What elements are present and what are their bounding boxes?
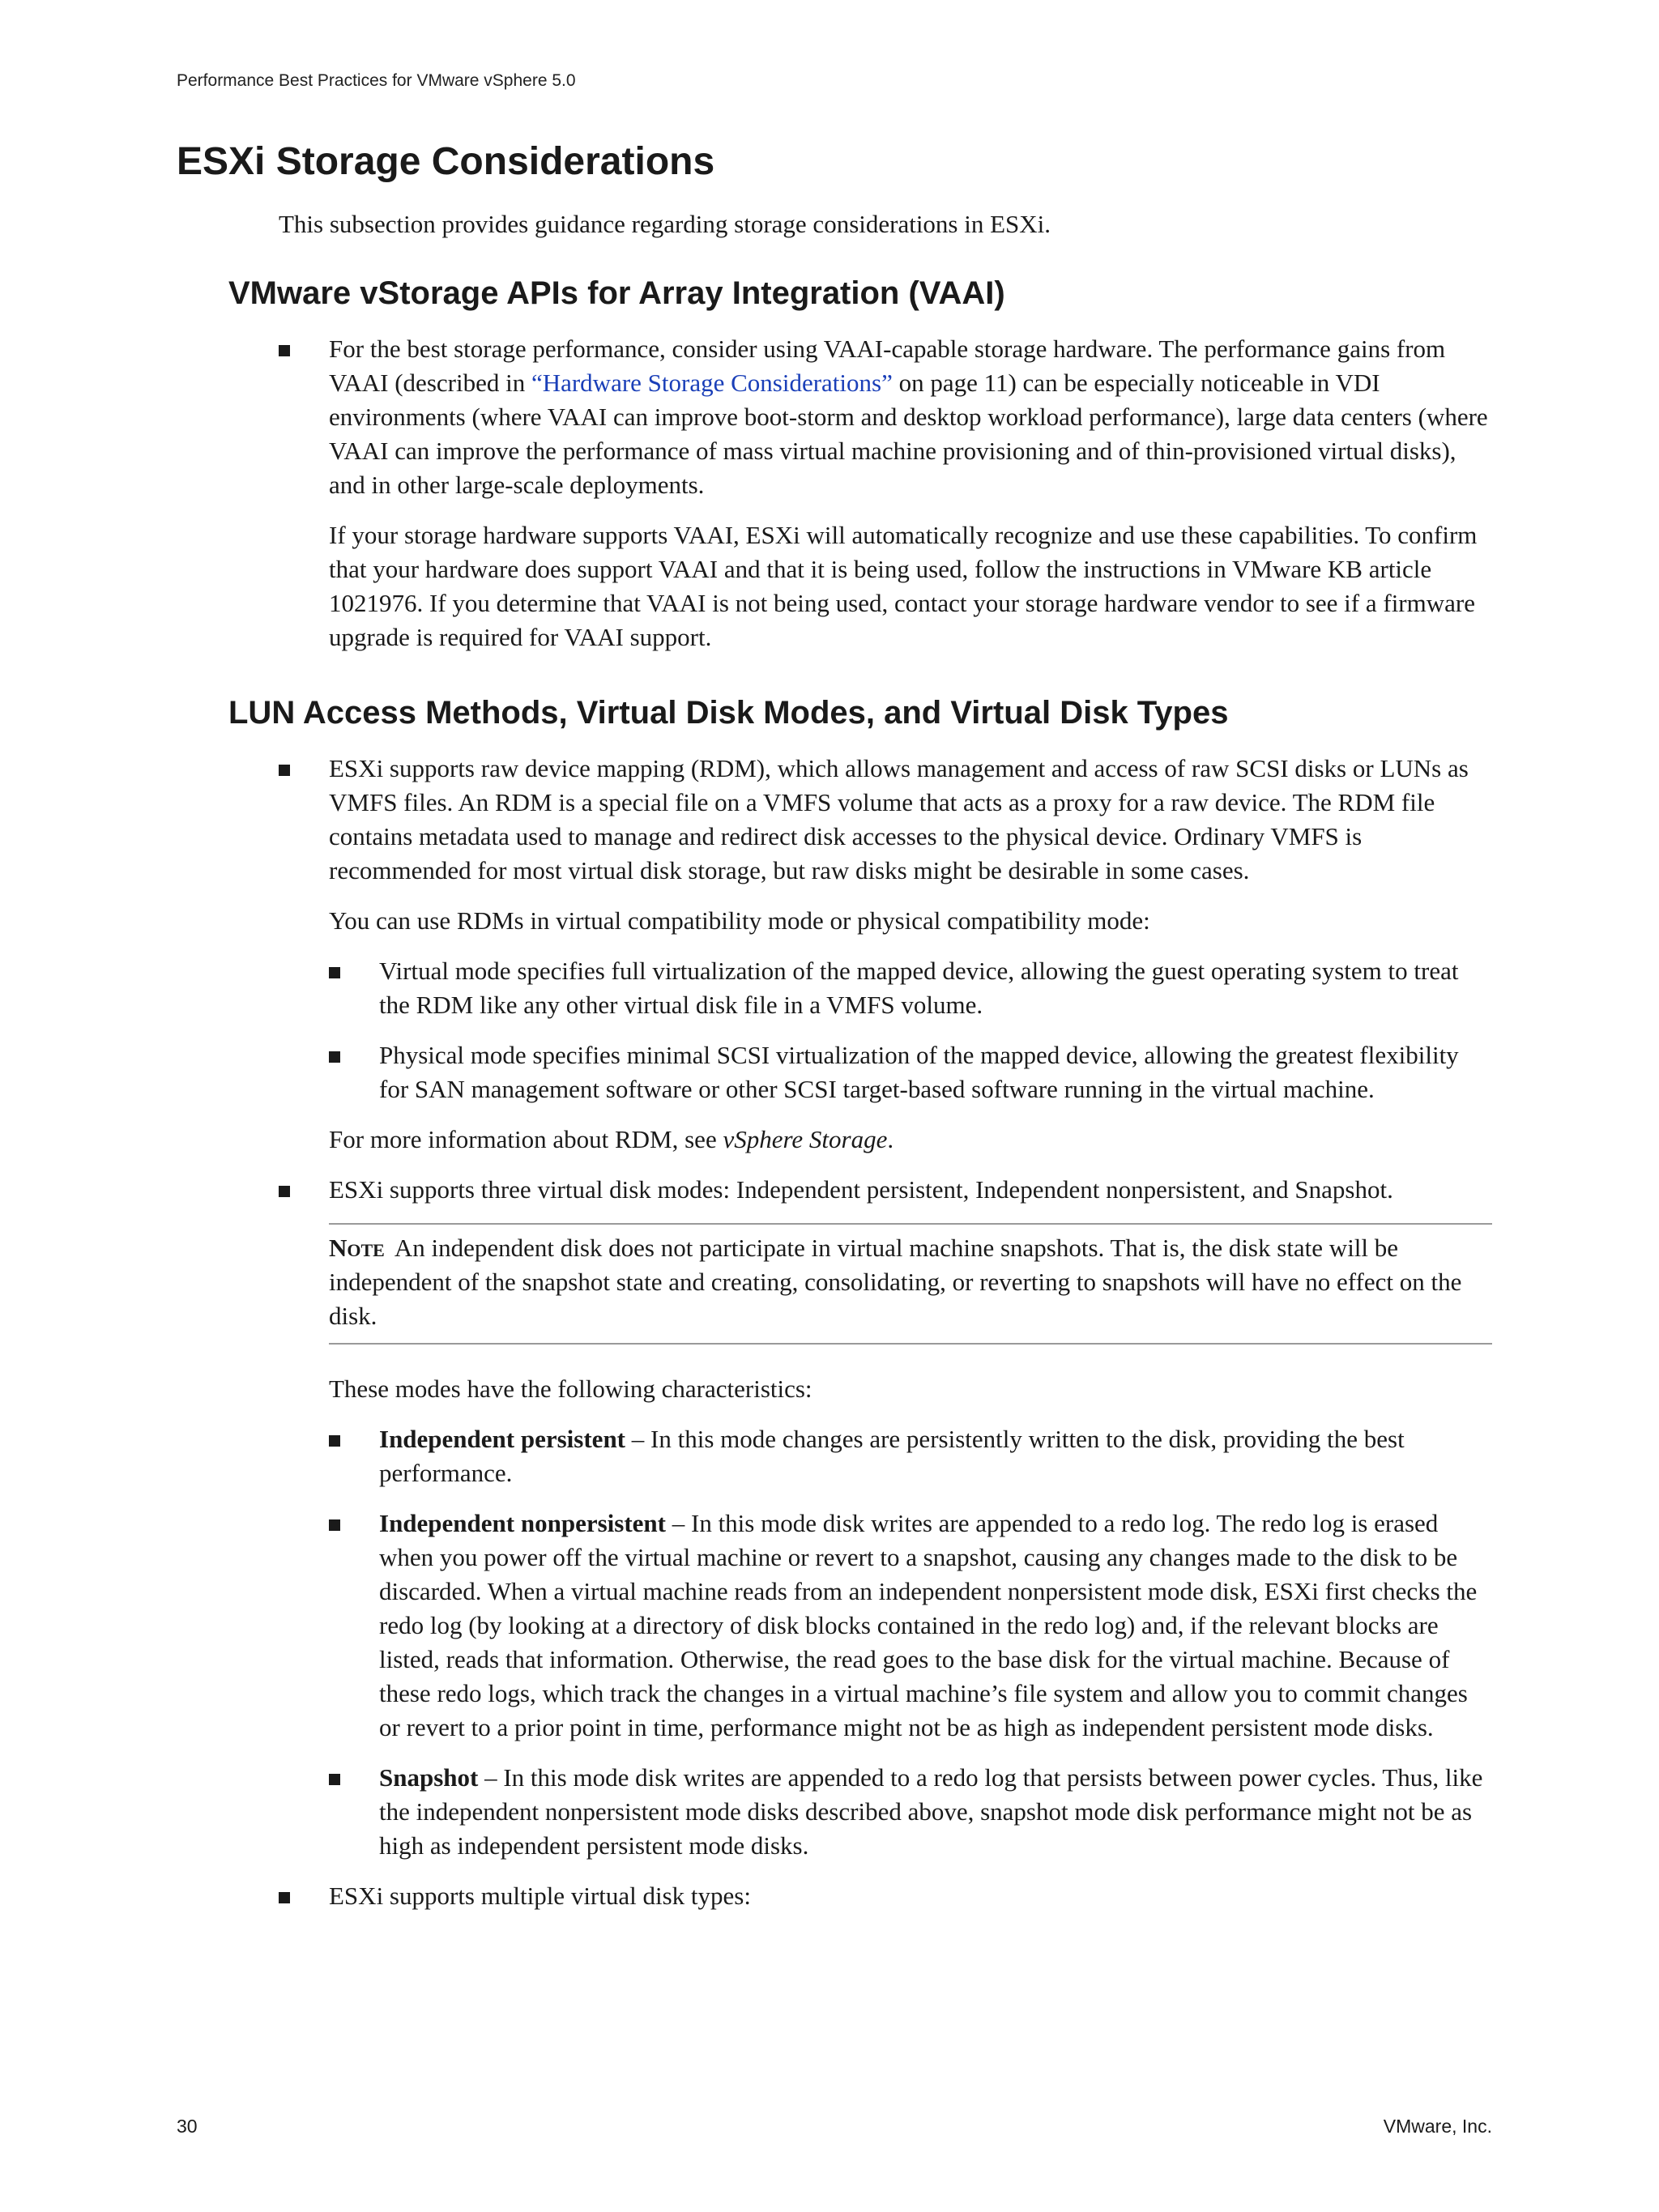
bullet-square-icon (329, 1051, 340, 1063)
list-item: Physical mode specifies minimal SCSI virtualization of the mapped device, allowing the greatest flexibility for SAN management software or other SCSI target-based software running in the virtual machine. (329, 1038, 1492, 1106)
lun-bullet-list (228, 752, 1492, 1913)
mode-term: Independent nonpersistent (379, 1509, 666, 1537)
rdm-modes-list (329, 954, 1492, 1106)
list-item (228, 752, 1492, 1157)
page-number: 30 (177, 2116, 198, 2137)
vaai-bullet-list (228, 332, 1492, 654)
disk-modes-list (329, 1422, 1492, 1863)
bullet-square-icon (329, 1435, 340, 1447)
footer-company: VMware, Inc. (1383, 2116, 1492, 2137)
bullet-square-icon (279, 1892, 290, 1903)
hardware-storage-link[interactable]: “Hardware Storage Considerations” (531, 369, 893, 397)
modes-intro: These modes have the following characteristics: (329, 1375, 812, 1403)
disk-types-paragraph: ESXi supports multiple virtual disk types: (329, 1882, 751, 1910)
bullet-square-icon (279, 765, 290, 776)
note-box (329, 1223, 1492, 1345)
bullet-square-icon (329, 967, 340, 978)
rdm-paragraph: ESXi supports raw device mapping (RDM), which allows management and access of raw SCSI disks or LUNs as VMFS files. An RDM is a special file on a VMFS volume that acts as a proxy for a raw device. The RDM file contains metadata used to manage and redirect disk accesses to the physical device. Ordinary VMFS is recommended for most virtual disk storage, but raw disks might be desirable in some cases. (329, 754, 1469, 884)
rdm-more-info: For more information about RDM, see vSphere Storage. (329, 1125, 894, 1153)
list-item: Independent nonpersistent – In this mode disk writes are appended to a redo log. The redo log is erased when you power off the virtual machine or revert to a snapshot, causing any changes made to the disk to be discarded. When a virtual machine reads from an independent nonpersistent mode disk, ESXi first checks the redo log (by looking at a directory of disk blocks contained in the redo log) and, if the relevant blocks are listed, reads that information. Otherwise, the read goes to the base disk for the virtual machine. Because of these redo logs, which track the changes in a virtual machine’s file system and allow you to commit changes or revert to a prior point in time, performance might not be as high as independent persistent mode disks. (329, 1507, 1492, 1745)
section-heading-lun: LUN Access Methods, Virtual Disk Modes, and Virtual Disk Types (228, 695, 1229, 731)
bullet-square-icon (279, 345, 290, 356)
note-text: An independent disk does not participate in virtual machine snapshots. That is, the disk state will be independent of the snapshot state and creating, consolidating, or reverting to snapshots will have no effect on the disk. (329, 1234, 1462, 1330)
bullet-square-icon (329, 1519, 340, 1531)
list-item: Snapshot – In this mode disk writes are appended to a redo log that persists between power cycles. Thus, like the independent nonpersistent mode disks described above, snapshot mode disk performance might not be as high as independent persistent mode disks. (329, 1761, 1492, 1863)
note-label: Note (329, 1234, 385, 1262)
list-item: Independent persistent – In this mode changes are persistently written to the disk, providing the best performance. (329, 1422, 1492, 1490)
running-header: Performance Best Practices for VMware vSphere 5.0 (177, 71, 576, 90)
disk-modes-paragraph: ESXi supports three virtual disk modes: Independent persistent, Independent nonpersistent, and Snapshot. (329, 1175, 1393, 1204)
list-item (228, 332, 1492, 654)
bullet-square-icon (279, 1186, 290, 1197)
list-item: Virtual mode specifies full virtualization of the mapped device, allowing the guest operating system to treat the RDM like any other virtual disk file in a VMFS volume. (329, 954, 1492, 1022)
vsphere-storage-reference: vSphere Storage (723, 1125, 888, 1153)
list-item (228, 1879, 1492, 1913)
main-content (228, 272, 1492, 1929)
bullet-square-icon (329, 1774, 340, 1785)
mode-term: Snapshot (379, 1763, 479, 1792)
intro-paragraph: This subsection provides guidance regarding storage considerations in ESXi. (279, 210, 1051, 238)
vaai-support-paragraph: If your storage hardware supports VAAI, ESXi will automatically recognize and use these capabilities. To confirm that your hardware does support VAAI and that it is being used, follow the instructions in VMware KB article 1021976. If you determine that VAAI is not being used, contact your storage hardware vendor to see if a firmware upgrade is required for VAAI support. (329, 521, 1478, 651)
mode-term: Independent persistent (379, 1425, 626, 1453)
page-title: ESXi Storage Considerations (177, 140, 715, 183)
vaai-paragraph: For the best storage performance, consider using VAAI-capable storage hardware. The performance gains from VAAI (described in “Hardware Storage Considerations” on page 11) can be especially noticeable in VDI environments (where VAAI can improve boot-storm and desktop workload performance), large data centers (where VAAI can improve the performance of mass virtual machine provisioning and of thin-provisioned virtual disks), and in other large-scale deployments. (329, 335, 1488, 499)
list-item (228, 1173, 1492, 1863)
rdm-modes-intro: You can use RDMs in virtual compatibility mode or physical compatibility mode: (329, 906, 1150, 935)
section-heading-vaai: VMware vStorage APIs for Array Integration (VAAI) (228, 275, 1005, 311)
